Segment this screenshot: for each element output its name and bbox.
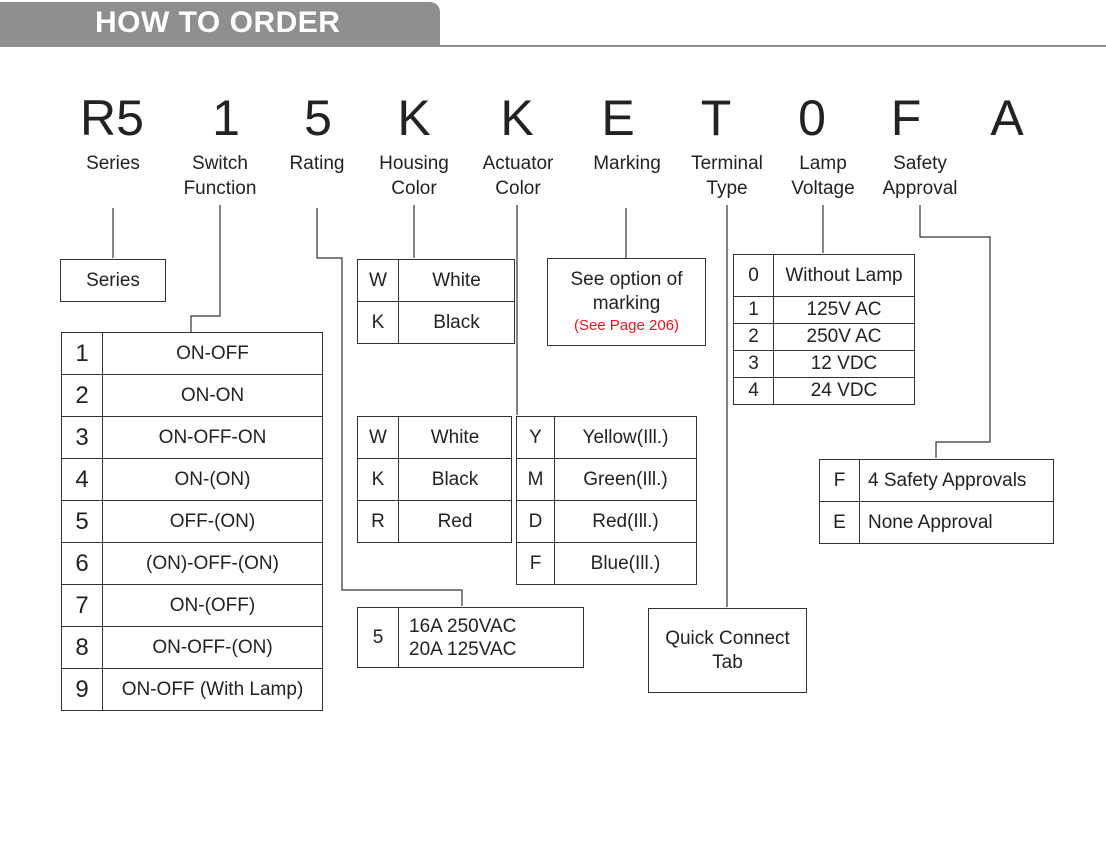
option-code: 4 [734, 378, 774, 405]
switch-function-table [61, 332, 323, 711]
option-desc: Black [399, 302, 515, 344]
option-desc: 12 VDC [774, 351, 915, 378]
table-row [517, 501, 697, 543]
marking-page-link: (See Page 206) [573, 317, 680, 334]
option-code: W [358, 417, 399, 459]
option-code: F [820, 460, 860, 502]
table-row [517, 417, 697, 459]
table-row [358, 417, 512, 459]
series-box-label: Series [86, 269, 140, 291]
rating-line-1: 16A 250VAC [409, 615, 517, 637]
code-char-terminal: T [700, 90, 732, 146]
option-desc: Without Lamp [774, 255, 915, 297]
option-code: 8 [62, 627, 103, 669]
option-code: K [358, 302, 399, 344]
option-code: 5 [358, 608, 399, 668]
option-desc: White [399, 417, 512, 459]
option-code: 0 [734, 255, 774, 297]
option-code: 4 [62, 459, 103, 501]
code-label-housing: Housing Color [379, 153, 449, 199]
option-desc: ON-OFF (With Lamp) [103, 669, 323, 711]
option-desc: 24 VDC [774, 378, 915, 405]
code-label-terminal: Terminal Type [691, 153, 763, 199]
option-desc: Black [399, 459, 512, 501]
option-code: W [358, 260, 399, 302]
table-row [62, 585, 323, 627]
option-code: F [517, 543, 555, 585]
series-box [60, 259, 166, 302]
code-char-series: R5 [80, 90, 144, 146]
option-desc: Red [399, 501, 512, 543]
option-code: D [517, 501, 555, 543]
table-row [358, 501, 512, 543]
page-title: HOW TO ORDER [95, 6, 341, 39]
terminal-line-1: Quick Connect [665, 627, 790, 649]
option-code: K [358, 459, 399, 501]
code-label-rating: Rating [289, 153, 345, 174]
table-row [62, 669, 323, 711]
option-desc: 250V AC [774, 324, 915, 351]
safety-approval-table [819, 459, 1054, 544]
code-label-series: Series [86, 153, 140, 174]
option-code: E [820, 502, 860, 544]
lamp-voltage-table [733, 254, 915, 405]
actuator-color-table [357, 416, 512, 543]
option-desc: Blue(Ill.) [555, 543, 697, 585]
option-desc: ON-(ON) [103, 459, 323, 501]
housing-color-table [357, 259, 515, 344]
option-code: 3 [62, 417, 103, 459]
option-code: Y [517, 417, 555, 459]
marking-line-1: See option of [570, 269, 683, 290]
option-code: 9 [62, 669, 103, 711]
code-char-rating: 5 [304, 90, 332, 146]
marking-line-2: marking [592, 293, 661, 314]
code-label-function: Switch Function [183, 153, 257, 199]
option-desc: OFF-(ON) [103, 501, 323, 543]
table-row [62, 333, 323, 375]
code-char-housing: K [397, 90, 431, 146]
option-code: 1 [734, 297, 774, 324]
option-desc: ON-ON [103, 375, 323, 417]
option-code: M [517, 459, 555, 501]
table-row [820, 460, 1054, 502]
option-desc: ON-OFF-ON [103, 417, 323, 459]
option-desc [399, 608, 584, 668]
table-row [62, 543, 323, 585]
code-label-marking: Marking [593, 153, 661, 174]
code-char-actuator: K [500, 90, 534, 146]
option-code: 2 [62, 375, 103, 417]
code-label-safety: Safety Approval [882, 153, 958, 199]
table-row [62, 459, 323, 501]
code-char-suffix: A [990, 90, 1024, 146]
terminal-line-2: Tab [712, 651, 743, 673]
option-code: 7 [62, 585, 103, 627]
table-row [358, 608, 584, 668]
table-row [358, 459, 512, 501]
option-code: 1 [62, 333, 103, 375]
connector-function [191, 205, 220, 332]
code-char-marking: E [601, 90, 635, 146]
table-row [734, 378, 915, 405]
table-row [820, 502, 1054, 544]
option-desc: ON-OFF [103, 333, 323, 375]
marking-box [547, 258, 706, 346]
option-desc: None Approval [860, 502, 1054, 544]
option-code: R [358, 501, 399, 543]
terminal-box [648, 608, 807, 693]
code-label-actuator: Actuator Color [482, 153, 554, 199]
actuator-illuminated-table [516, 416, 697, 585]
option-desc: ON-(OFF) [103, 585, 323, 627]
option-desc: Red(Ill.) [555, 501, 697, 543]
table-row [734, 351, 915, 378]
table-row [517, 459, 697, 501]
connector-safety [920, 205, 990, 458]
table-row [734, 324, 915, 351]
option-code: 5 [62, 501, 103, 543]
table-row [62, 627, 323, 669]
option-desc: Yellow(Ill.) [555, 417, 697, 459]
option-desc: 125V AC [774, 297, 915, 324]
option-desc: (ON)-OFF-(ON) [103, 543, 323, 585]
option-code: 3 [734, 351, 774, 378]
option-desc: Green(Ill.) [555, 459, 697, 501]
code-label-lamp: Lamp Voltage [791, 153, 855, 199]
option-desc: White [399, 260, 515, 302]
option-desc: 4 Safety Approvals [860, 460, 1054, 502]
code-char-lamp: 0 [798, 90, 826, 146]
table-row [62, 501, 323, 543]
rating-table [357, 607, 584, 668]
table-row [734, 255, 915, 297]
rating-line-2: 20A 125VAC [409, 638, 517, 660]
table-row [734, 297, 915, 324]
option-code: 2 [734, 324, 774, 351]
table-row [517, 543, 697, 585]
table-row [62, 375, 323, 417]
option-desc: ON-OFF-(ON) [103, 627, 323, 669]
option-code: 6 [62, 543, 103, 585]
code-char-function: 1 [212, 90, 240, 146]
table-row [358, 260, 515, 302]
table-row [62, 417, 323, 459]
code-char-safety: F [890, 90, 922, 146]
table-row [358, 302, 515, 344]
